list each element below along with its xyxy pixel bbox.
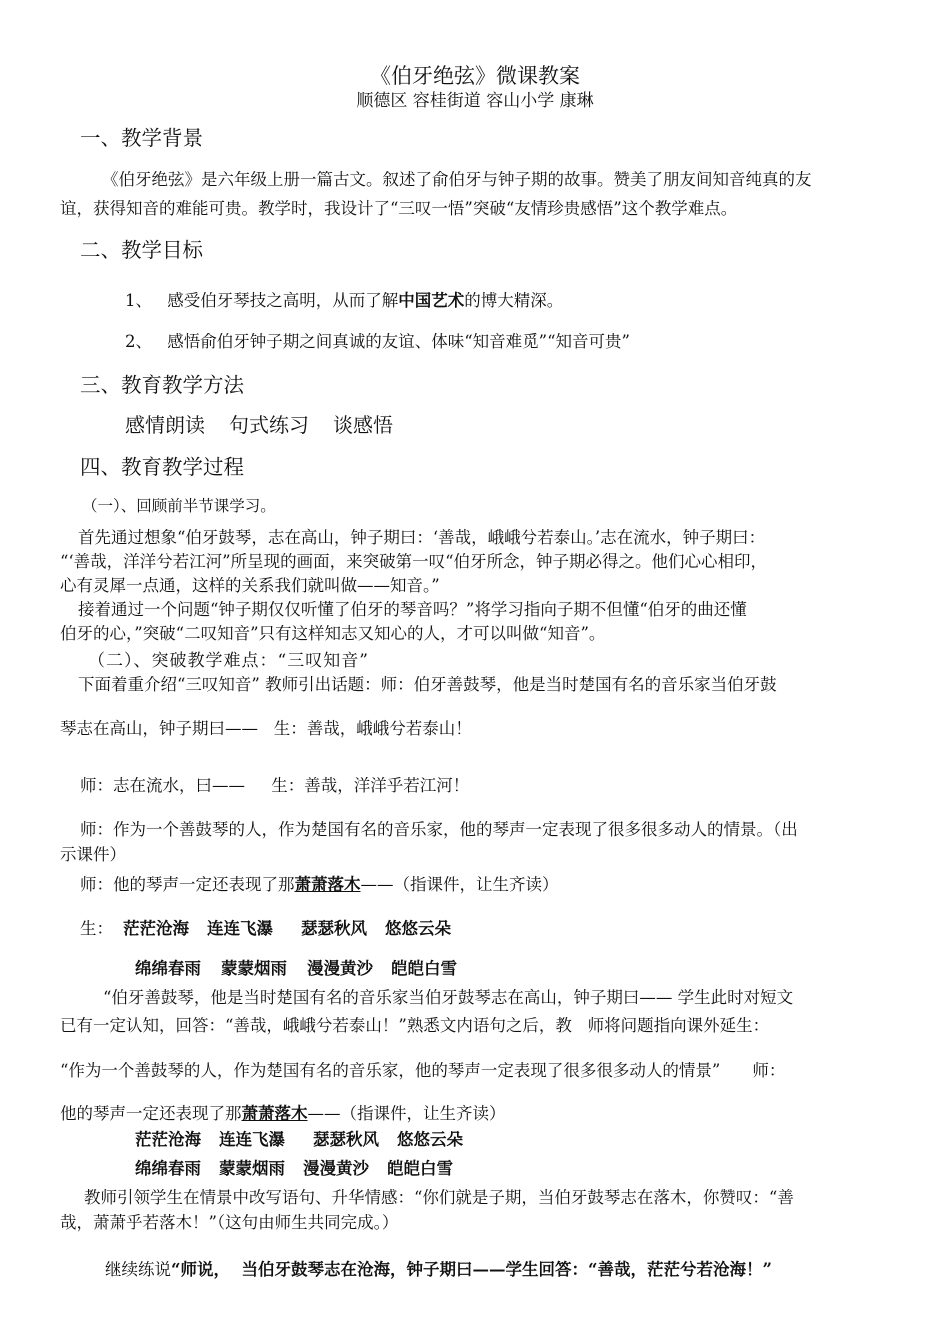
text-segment: “作为一个善鼓琴的人，作为楚国有名的音乐家，他的琴声一定表现了很多很多动人的情景” bbox=[60, 1061, 721, 1080]
word-item: 漫漫黄沙 bbox=[303, 1159, 369, 1178]
process-paragraph-line bbox=[80, 874, 559, 896]
student-word-row-2 bbox=[135, 958, 457, 980]
process-paragraph-line: “伯牙善鼓琴，他是当时楚国有名的音乐家当伯牙鼓琴志在高山，钟子期曰—— 学生此时对短文 bbox=[103, 988, 794, 1007]
process-paragraph-line bbox=[84, 1237, 772, 1303]
word-row-3 bbox=[135, 1129, 463, 1151]
author-line: 顺德区 容桂街道 容山小学 康琳 bbox=[356, 91, 594, 111]
student-label: 生： bbox=[80, 919, 113, 938]
goal-text-end: 的博大精深。 bbox=[464, 291, 564, 310]
process-paragraph-line: 教师引领学生在情景中改写语句、升华情感：“你们就是子期，当伯牙鼓琴志在落木，你赞叹：“善 bbox=[84, 1188, 794, 1207]
word-item: 蒙蒙烟雨 bbox=[219, 1159, 285, 1178]
process-paragraph-line: “‘善哉，洋洋兮若江河”所呈现的画面，来突破第一叹“伯牙所念，钟子期必得之。他们心心相印， bbox=[60, 552, 768, 571]
goal-number: 1、 bbox=[125, 291, 152, 310]
text-segment: 师： bbox=[752, 1061, 786, 1080]
method-item: 感情朗读 bbox=[125, 413, 205, 437]
process-paragraph-line: 下面着重介绍“三叹知音” 教师引出话题：师：伯牙善鼓琴，他是当时楚国有名的音乐家当伯牙鼓 bbox=[78, 675, 777, 694]
background-line-1: 《伯牙绝弦》是六年级上册一篇古文。叙述了俞伯牙与钟子期的故事。赞美了朋友间知音纯真的友 bbox=[102, 170, 812, 189]
student-word-row-1 bbox=[80, 918, 451, 940]
process-paragraph-line bbox=[60, 1103, 506, 1125]
word-item: 绵绵春雨 bbox=[135, 1159, 201, 1178]
process-paragraph-line: 已有一定认知，回答：“善哉，峨峨兮若泰山！”熟悉文内语句之后，教 师将问题指向课外延生： bbox=[60, 1016, 770, 1035]
text-segment: 师：他的琴声一定还表现了那 bbox=[80, 875, 295, 894]
word-item: 绵绵春雨 bbox=[135, 959, 201, 978]
process-paragraph-line: 示课件） bbox=[60, 845, 126, 864]
word-item: 茫茫沧海 bbox=[135, 1130, 201, 1149]
word-item: 漫漫黄沙 bbox=[307, 959, 373, 978]
process-paragraph-line: 师：志在流水，曰—— 生：善哉，洋洋乎若江河！ bbox=[80, 776, 470, 795]
goal-number: 2、 bbox=[125, 332, 152, 351]
methods-list bbox=[125, 412, 393, 438]
goal-item-2 bbox=[125, 331, 630, 353]
bold-segment: “师说， 当伯牙鼓琴志在沧海，钟子期曰——学生回答：“善哉，茫茫兮若沧海！” bbox=[170, 1260, 772, 1279]
process-paragraph-line bbox=[60, 1060, 785, 1082]
word-item: 连连飞瀑 bbox=[207, 919, 273, 938]
section-heading-process: 四、教育教学过程 bbox=[80, 455, 244, 479]
word-item: 悠悠云朵 bbox=[397, 1130, 463, 1149]
process-paragraph-line: 师：作为一个善鼓琴的人，作为楚国有名的音乐家，他的琴声一定表现了很多很多动人的情景。（出 bbox=[80, 820, 798, 839]
section-heading-goals: 二、教学目标 bbox=[80, 238, 203, 262]
section-heading-methods: 三、教育教学方法 bbox=[80, 373, 244, 397]
process-paragraph-line: 伯牙的心，”突破“二叹知音”只有这样知志又知心的人，才可以叫做“知音”。 bbox=[60, 624, 606, 643]
goal-text: 感受伯牙琴技之高明，从而了解 bbox=[167, 291, 399, 310]
word-item: 瑟瑟秋风 bbox=[301, 919, 367, 938]
text-segment: 他的琴声一定还表现了那 bbox=[60, 1104, 242, 1123]
text-segment: ——（指课件，让生齐读） bbox=[360, 875, 559, 894]
process-paragraph-line: 哉，萧萧乎若落木！”（这句由师生共同完成。） bbox=[60, 1213, 399, 1232]
word-item: 茫茫沧海 bbox=[123, 919, 189, 938]
text-segment: ——（指课件，让生齐读） bbox=[307, 1104, 506, 1123]
background-line-2: 谊，获得知音的难能可贵。教学时，我设计了“三叹一悟”突破“友情珍贵感悟”这个教学难点。 bbox=[60, 199, 738, 218]
word-item: 皑皑白雪 bbox=[391, 959, 457, 978]
method-item: 句式练习 bbox=[229, 413, 309, 437]
highlight-phrase: 萧萧落木 bbox=[294, 875, 361, 894]
process-paragraph-line: 琴志在高山，钟子期曰—— 生：善哉，峨峨兮若泰山！ bbox=[60, 719, 472, 738]
word-item: 连连飞瀑 bbox=[219, 1130, 285, 1149]
word-row-4 bbox=[135, 1158, 453, 1180]
process-subheading-2: （二）、突破教学难点：“三叹知音” bbox=[88, 651, 369, 671]
word-item: 悠悠云朵 bbox=[385, 919, 451, 938]
process-subheading-1: （一）、回顾前半节课学习。 bbox=[82, 497, 276, 515]
section-heading-background: 一、教学背景 bbox=[80, 126, 203, 150]
document-title: 《伯牙绝弦》微课教案 bbox=[370, 64, 580, 88]
word-item: 蒙蒙烟雨 bbox=[221, 959, 287, 978]
goal-emphasis: 中国艺术 bbox=[398, 291, 465, 310]
text-segment: 继续练说 bbox=[104, 1260, 171, 1279]
word-item: 瑟瑟秋风 bbox=[313, 1130, 379, 1149]
method-item: 谈感悟 bbox=[333, 413, 393, 437]
highlight-phrase: 萧萧落木 bbox=[241, 1104, 308, 1123]
goal-item-1 bbox=[125, 290, 563, 312]
word-item: 皑皑白雪 bbox=[387, 1159, 453, 1178]
process-paragraph-line: 接着通过一个问题“钟子期仅仅听懂了伯牙的琴音吗？”将学习指向子期不但懂“伯牙的曲还懂 bbox=[78, 600, 747, 619]
process-paragraph-line: 心有灵犀一点通，这样的关系我们就叫做——知音。” bbox=[60, 576, 440, 595]
goal-text: 感悟俞伯牙钟子期之间真诚的友谊、体味“知音难觅”“知音可贵” bbox=[167, 332, 630, 351]
process-paragraph-line: 首先通过想象“伯牙鼓琴，志在高山，钟子期曰：‘善哉，峨峨兮若泰山。’志在流水，钟子期曰： bbox=[78, 528, 766, 547]
